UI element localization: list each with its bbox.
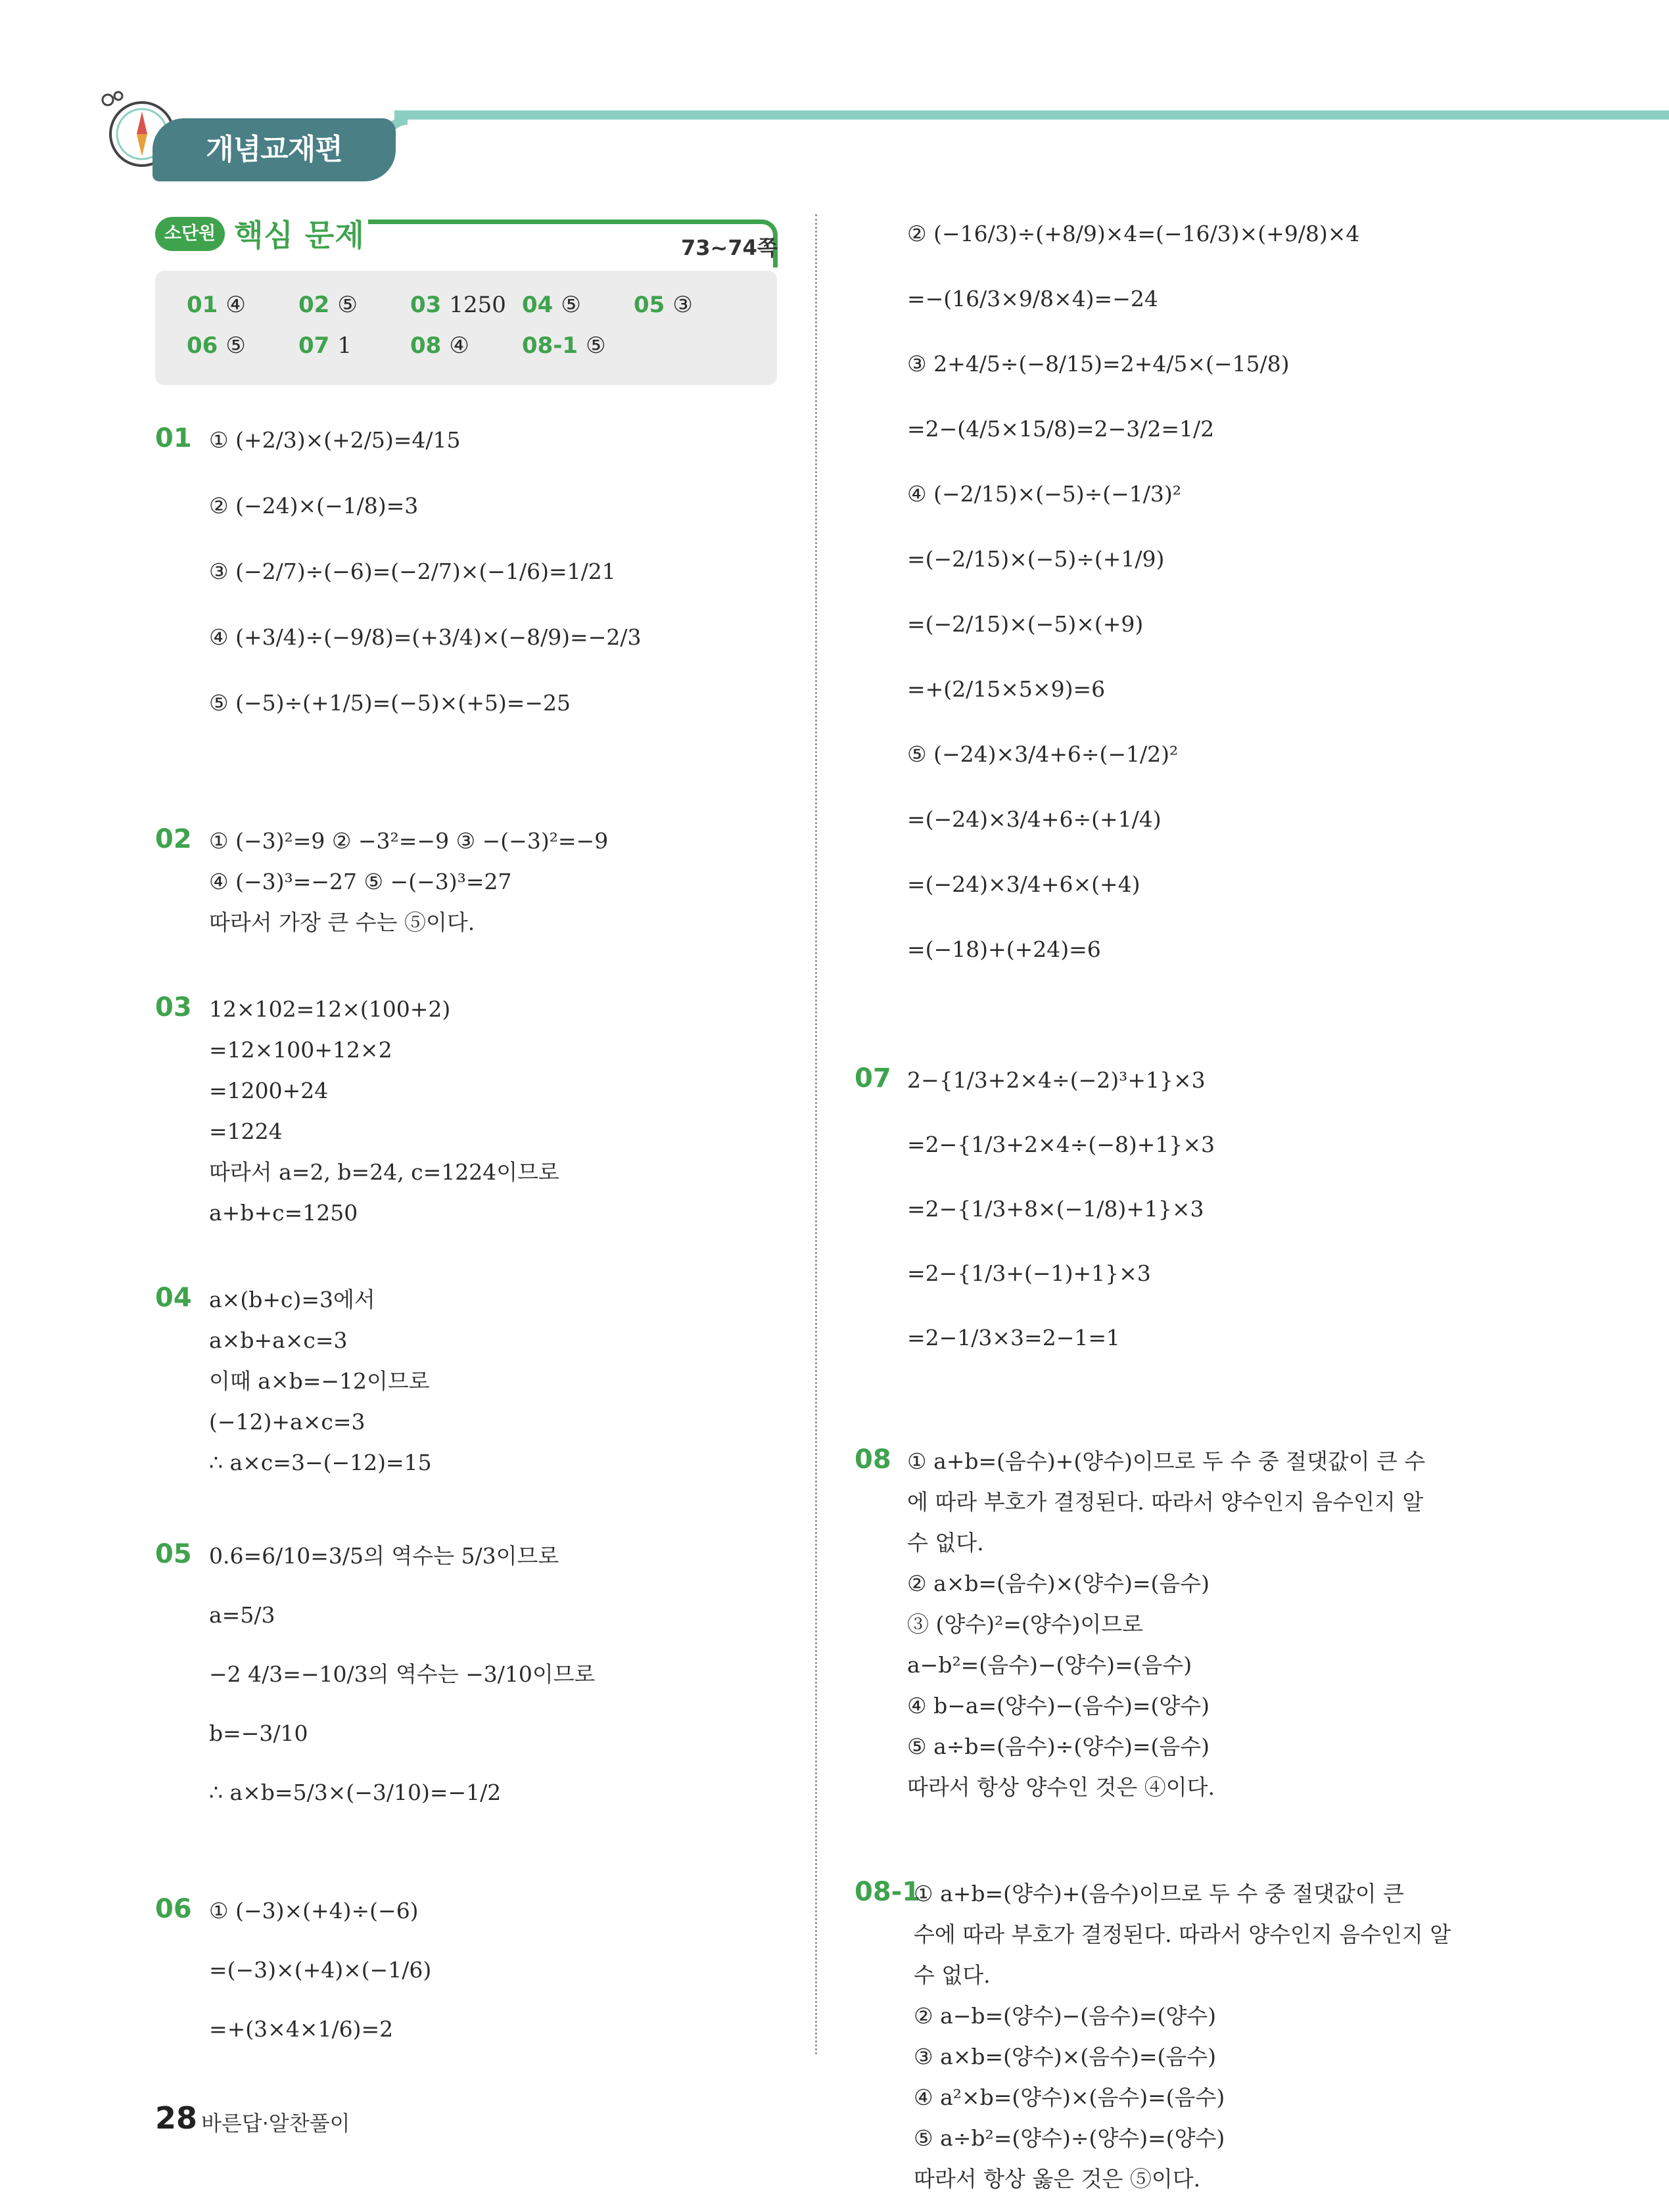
problem-number: 03 <box>155 992 192 1023</box>
section-tab: 개념교재편 <box>153 118 396 181</box>
problem-number: 05 <box>155 1539 192 1569</box>
solution-line: =(−2/15)×(−5)÷(+1/9) <box>907 546 1165 572</box>
solution-line: ⑤ (−24)×3/4+6÷(−1/2)² <box>907 741 1179 767</box>
solution-line: =1224 <box>209 1118 283 1144</box>
solution-line: ③ 2+4/5÷(−8/15)=2+4/5×(−15/8) <box>907 351 1290 377</box>
solution-line: 2−{1/3+2×4÷(−2)³+1}×3 <box>907 1067 1206 1093</box>
answer-value: 1 <box>337 333 352 359</box>
answer-item <box>298 292 358 318</box>
page-number: 28 <box>155 2100 198 2136</box>
solution-line: ④ (+3/4)÷(−9/8)=(+3/4)×(−8/9)=−2/3 <box>209 624 642 650</box>
solution-line: 수 없다. <box>907 1530 984 1555</box>
answer-item <box>522 333 606 359</box>
solution-line: =12×100+12×2 <box>209 1037 392 1063</box>
answer-box <box>155 271 777 385</box>
solution-line: 에 따라 부호가 결정된다. 따라서 양수인지 음수인지 알 <box>907 1489 1424 1515</box>
solution-line: ④ (−2/15)×(−5)÷(−1/3)² <box>907 481 1182 507</box>
solution-line: ⑤ a÷b²=(양수)÷(양수)=(양수) <box>914 2125 1225 2151</box>
answer-value: ⑤ <box>561 292 581 318</box>
solution-line: =(−24)×3/4+6×(+4) <box>907 871 1140 897</box>
answer-number: 03 <box>410 292 442 318</box>
problem-number: 08-1 <box>855 1877 921 1907</box>
solution-line: ③ (양수)²=(양수)이므로 <box>907 1611 1144 1637</box>
solution-line: =(−2/15)×(−5)×(+9) <box>907 611 1144 637</box>
solution-line: ⑤ a÷b=(음수)÷(양수)=(음수) <box>907 1734 1210 1759</box>
answer-value: ④ <box>449 333 469 359</box>
answer-item <box>410 292 506 318</box>
solution-line: 따라서 가장 큰 수는 ⑤이다. <box>209 910 475 935</box>
solution-line: a×(b+c)=3에서 <box>209 1287 375 1312</box>
answer-value: ③ <box>672 292 693 318</box>
solution-line: ∴ a×b=5/3×(−3/10)=−1/2 <box>209 1780 502 1805</box>
solution-line: =(−18)+(+24)=6 <box>907 936 1101 962</box>
problem-number: 02 <box>155 824 192 854</box>
answer-item <box>410 333 469 359</box>
solution-line: a+b+c=1250 <box>209 1200 358 1226</box>
answer-value: ⑤ <box>586 333 606 359</box>
problem-number: 01 <box>155 423 192 453</box>
solution-line: =2−{1/3+(−1)+1}×3 <box>907 1260 1151 1286</box>
solution-line: ⑤ (−5)÷(+1/5)=(−5)×(+5)=−25 <box>209 690 571 716</box>
answer-number: 08-1 <box>522 333 578 359</box>
solution-line: ③ a×b=(양수)×(음수)=(음수) <box>914 2044 1216 2069</box>
solution-line: =2−{1/3+8×(−1/8)+1}×3 <box>907 1196 1204 1222</box>
answer-value: ④ <box>225 292 246 318</box>
solution-line: ② a−b=(양수)−(음수)=(양수) <box>914 2003 1216 2029</box>
problem-number: 08 <box>855 1444 891 1475</box>
solution-line: a×b+a×c=3 <box>209 1327 348 1353</box>
problem-number: 07 <box>855 1063 891 1094</box>
book-title: 바른답·알찬풀이 <box>201 2111 350 2136</box>
solution-line: 수에 따라 부호가 결정된다. 따라서 양수인지 음수인지 알 <box>914 1922 1451 1947</box>
solution-line: 이때 a×b=−12이므로 <box>209 1368 430 1394</box>
solution-line: b=−3/10 <box>209 1720 308 1746</box>
answer-number: 01 <box>187 292 218 318</box>
answer-item <box>522 292 581 318</box>
solution-line: ④ a²×b=(양수)×(음수)=(음수) <box>914 2085 1225 2110</box>
solution-line: =2−1/3×3=2−1=1 <box>907 1325 1120 1350</box>
solution-line: ① a+b=(음수)+(양수)이므로 두 수 중 절댓값이 큰 수 <box>907 1448 1426 1474</box>
solution-line: ① (+2/3)×(+2/5)=4/15 <box>209 427 461 453</box>
solution-line: =(−24)×3/4+6÷(+1/4) <box>907 806 1162 832</box>
solution-line: ④ b−a=(양수)−(음수)=(양수) <box>907 1693 1210 1718</box>
answer-item <box>634 292 693 318</box>
solution-line: ② (−24)×(−1/8)=3 <box>209 493 419 518</box>
solution-line: −2 4/3=−10/3의 역수는 −3/10이므로 <box>209 1661 596 1687</box>
solution-line: =+(2/15×5×9)=6 <box>907 676 1106 702</box>
solution-line: 따라서 항상 양수인 것은 ④이다. <box>907 1774 1215 1800</box>
answer-number: 02 <box>298 292 330 318</box>
answer-item <box>187 333 246 359</box>
answer-number: 05 <box>634 292 665 318</box>
solution-line: =2−(4/5×15/8)=2−3/2=1/2 <box>907 416 1215 442</box>
answer-number: 07 <box>298 333 330 359</box>
answer-value: 1250 <box>449 292 506 318</box>
solution-line: 수 없다. <box>914 1962 991 1988</box>
answer-item <box>298 333 352 359</box>
problem-number: 06 <box>155 1894 192 1924</box>
page-range: 73~74쪽 <box>681 235 778 260</box>
solution-line: ① (−3)×(+4)÷(−6) <box>209 1898 419 1924</box>
answer-number: 04 <box>522 292 553 318</box>
header-rule <box>394 110 1669 120</box>
answer-number: 06 <box>187 333 218 359</box>
problem-number: 04 <box>155 1283 192 1313</box>
answer-item <box>187 292 246 318</box>
solution-line: ② (−16/3)÷(+8/9)×4=(−16/3)×(+9/8)×4 <box>907 221 1360 246</box>
answer-value: ⑤ <box>337 292 358 318</box>
unit-badge: 소단원 <box>155 217 225 251</box>
solution-line: a=5/3 <box>209 1602 275 1628</box>
solution-line: =1200+24 <box>209 1078 329 1103</box>
solution-line: (−12)+a×c=3 <box>209 1409 365 1435</box>
solution-line: 따라서 a=2, b=24, c=1224이므로 <box>209 1159 559 1185</box>
solution-line: ④ (−3)³=−27 ⑤ −(−3)³=27 <box>209 869 512 894</box>
solution-line: =+(3×4×1/6)=2 <box>209 2016 394 2042</box>
answer-number: 08 <box>410 333 442 359</box>
problem-title: 핵심 문제 <box>234 218 365 253</box>
solution-line: ① a+b=(양수)+(음수)이므로 두 수 중 절댓값이 큰 <box>914 1881 1404 1906</box>
solution-line: ② a×b=(음수)×(양수)=(음수) <box>907 1571 1210 1596</box>
solution-line: ∴ a×c=3−(−12)=15 <box>209 1450 432 1475</box>
solution-line: 따라서 항상 옳은 것은 ⑤이다. <box>914 2166 1201 2192</box>
solution-line: =(−3)×(+4)×(−1/6) <box>209 1957 432 1983</box>
solution-line: =−(16/3×9/8×4)=−24 <box>907 286 1158 311</box>
solution-line: =2−{1/3+2×4÷(−8)+1}×3 <box>907 1132 1215 1157</box>
column-divider <box>815 214 817 2054</box>
solution-line: ① (−3)²=9 ② −3²=−9 ③ −(−3)²=−9 <box>209 828 609 854</box>
answer-value: ⑤ <box>225 333 246 359</box>
solution-line: 12×102=12×(100+2) <box>209 996 451 1022</box>
solution-line: 0.6=6/10=3/5의 역수는 5/3이므로 <box>209 1543 559 1569</box>
solution-line: a−b²=(음수)−(양수)=(음수) <box>907 1652 1192 1678</box>
solution-line: ③ (−2/7)÷(−6)=(−2/7)×(−1/6)=1/21 <box>209 559 616 584</box>
